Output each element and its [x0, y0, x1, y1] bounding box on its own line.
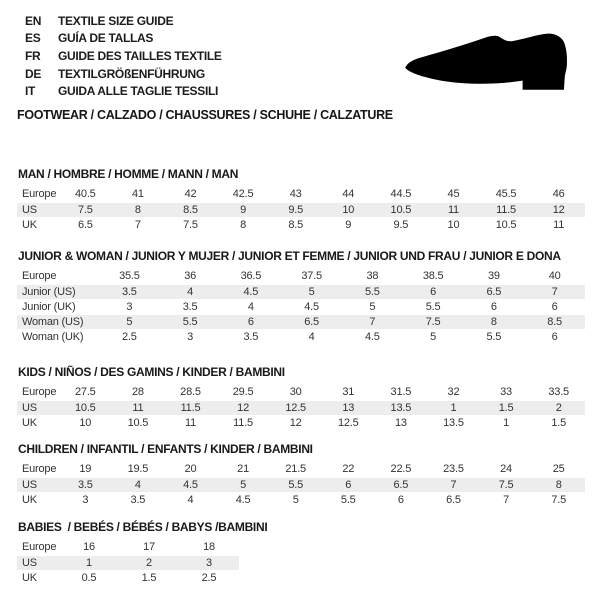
size-value-cell: 31.5: [375, 385, 428, 400]
size-value-cell: 30: [269, 385, 322, 400]
size-value-cell: 8.5: [269, 217, 322, 232]
size-value-cell: 11.5: [217, 415, 270, 430]
table-row-junior-europe: [17, 269, 585, 284]
size-value-cell: 4: [160, 284, 221, 299]
size-value-cell: 24: [480, 462, 533, 477]
size-value-cell: 2: [532, 400, 585, 415]
size-value-cell: 1.5: [480, 400, 533, 415]
table-row-junior-junior-us: [17, 284, 585, 299]
section-title-children: CHILDREN / INFANTIL / ENFANTS / KINDER / BAMBINI: [18, 442, 313, 456]
size-value-cell: 33: [480, 385, 533, 400]
size-value-cell: 6: [221, 314, 282, 329]
size-value-cell: 3.5: [112, 492, 165, 507]
table-row-junior-junior-uk: [17, 299, 585, 314]
size-value-cell: 4.5: [342, 329, 403, 344]
size-value-cell: 5.5: [464, 329, 525, 344]
size-value-cell: 5: [217, 477, 270, 492]
language-row-it: [25, 82, 222, 100]
size-section-kids: [17, 365, 585, 431]
size-value-cell: 5: [342, 299, 403, 314]
size-value-cell: 6.5: [281, 314, 342, 329]
size-value-cell: 8: [217, 217, 270, 232]
size-value-cell: 23.5: [427, 462, 480, 477]
size-value-cell: 41: [112, 187, 165, 202]
size-value-cell: 20: [164, 462, 217, 477]
size-value-cell: 8.5: [524, 314, 585, 329]
size-value-cell: 8.5: [164, 202, 217, 217]
language-label: TEXTILE SIZE GUIDE: [58, 13, 174, 28]
size-value-cell: 9.5: [269, 202, 322, 217]
language-label: GUÍA DE TALLAS: [58, 31, 154, 46]
table-row-children-uk: [17, 492, 585, 507]
row-label: UK: [17, 415, 59, 430]
size-value-cell: 29.5: [217, 385, 270, 400]
size-value-cell: 37.5: [281, 269, 342, 284]
size-value-cell: 22.5: [375, 462, 428, 477]
size-value-cell: 10.5: [59, 400, 112, 415]
row-label: UK: [17, 570, 59, 585]
size-value-cell: 4.5: [164, 477, 217, 492]
size-value-cell: 39: [464, 269, 525, 284]
size-value-cell: 43: [269, 187, 322, 202]
size-value-cell: 8: [464, 314, 525, 329]
size-value-cell: 16: [59, 540, 119, 555]
size-value-cell: 19: [59, 462, 112, 477]
dress-shoe-silhouette-svg: [392, 20, 589, 98]
table-row-junior-woman-us: [17, 314, 585, 329]
size-value-cell: 10: [427, 217, 480, 232]
section-title-kids: KIDS / NIÑOS / DES GAMINS / KINDER / BAMBINI: [18, 365, 285, 379]
size-value-cell: 28: [112, 385, 165, 400]
row-label: Woman (UK): [17, 329, 99, 344]
size-value-cell: 1: [59, 555, 119, 570]
size-value-cell: 7: [427, 477, 480, 492]
row-label: US: [17, 477, 59, 492]
size-value-cell: 6: [524, 299, 585, 314]
size-value-cell: 44.5: [375, 187, 428, 202]
size-value-cell: 6.5: [464, 284, 525, 299]
size-value-cell: 4.5: [217, 492, 270, 507]
size-value-cell: 21: [217, 462, 270, 477]
size-table-babies: [17, 540, 239, 586]
size-value-cell: 3.5: [99, 284, 160, 299]
size-value-cell: 0.5: [59, 570, 119, 585]
section-title-junior: JUNIOR & WOMAN / JUNIOR Y MUJER / JUNIOR ET FEMME / JUNIOR UND FRAU / JUNIOR E DONA: [18, 249, 561, 263]
size-value-cell: 4.5: [221, 284, 282, 299]
size-value-cell: 4: [221, 299, 282, 314]
language-code: ES: [25, 31, 41, 46]
size-value-cell: 3.5: [221, 329, 282, 344]
table-row-kids-europe: [17, 385, 585, 400]
size-value-cell: 32: [427, 385, 480, 400]
size-value-cell: 7.5: [403, 314, 464, 329]
size-value-cell: 12.5: [322, 415, 375, 430]
size-value-cell: 8: [112, 202, 165, 217]
size-value-cell: 6: [524, 329, 585, 344]
size-value-cell: 9: [322, 217, 375, 232]
size-value-cell: 45.5: [480, 187, 533, 202]
size-value-cell: 6: [322, 477, 375, 492]
size-value-cell: 12: [269, 415, 322, 430]
size-value-cell: 4: [112, 477, 165, 492]
size-value-cell: 6: [403, 284, 464, 299]
size-value-cell: 7.5: [480, 477, 533, 492]
table-row-babies-us: [17, 555, 239, 570]
size-table-man: [17, 187, 585, 233]
size-value-cell: 11: [112, 400, 165, 415]
size-value-cell: 11.5: [480, 202, 533, 217]
size-value-cell: 9.5: [375, 217, 428, 232]
size-value-cell: 10.5: [112, 415, 165, 430]
table-row-babies-europe: [17, 540, 239, 555]
size-value-cell: 28.5: [164, 385, 217, 400]
language-row-es: [25, 30, 222, 48]
language-code: FR: [25, 48, 41, 63]
table-row-man-uk: [17, 217, 585, 232]
size-value-cell: 4: [164, 492, 217, 507]
size-value-cell: 25: [532, 462, 585, 477]
size-value-cell: 10: [59, 415, 112, 430]
size-value-cell: 3: [160, 329, 221, 344]
size-value-cell: 1.5: [119, 570, 179, 585]
row-label: US: [17, 202, 59, 217]
table-row-children-us: [17, 477, 585, 492]
size-value-cell: 5: [99, 314, 160, 329]
size-value-cell: 10.5: [375, 202, 428, 217]
size-value-cell: 7: [112, 217, 165, 232]
section-title-man: MAN / HOMBRE / HOMME / MANN / MAN: [18, 167, 239, 181]
language-row-fr: [25, 47, 222, 65]
size-value-cell: 42.5: [217, 187, 270, 202]
size-value-cell: 31: [322, 385, 375, 400]
size-value-cell: 9: [217, 202, 270, 217]
size-value-cell: 6.5: [59, 217, 112, 232]
size-value-cell: 46: [532, 187, 585, 202]
size-value-cell: 11: [532, 217, 585, 232]
size-value-cell: 19.5: [112, 462, 165, 477]
size-value-cell: 7.5: [532, 492, 585, 507]
section-title-babies: BABIES / BEBÉS / BÉBÉS / BABYS /BAMBINI: [18, 520, 268, 534]
size-value-cell: 33.5: [532, 385, 585, 400]
size-value-cell: 12.5: [269, 400, 322, 415]
size-value-cell: 12: [217, 400, 270, 415]
language-list: [25, 12, 222, 100]
size-value-cell: 38.5: [403, 269, 464, 284]
size-section-junior: [17, 249, 585, 345]
size-value-cell: 4.5: [281, 299, 342, 314]
size-value-cell: 7: [524, 284, 585, 299]
size-value-cell: 17: [119, 540, 179, 555]
row-label: UK: [17, 217, 59, 232]
row-label: Europe: [17, 187, 59, 202]
row-label: US: [17, 400, 59, 415]
size-value-cell: 18: [179, 540, 239, 555]
size-value-cell: 5.5: [269, 477, 322, 492]
size-value-cell: 4: [281, 329, 342, 344]
size-value-cell: 5: [269, 492, 322, 507]
size-table-kids: [17, 385, 585, 431]
size-value-cell: 7.5: [164, 217, 217, 232]
size-section-man: [17, 167, 585, 233]
row-label: Europe: [17, 385, 59, 400]
size-value-cell: 5: [403, 329, 464, 344]
size-table-junior: [17, 269, 585, 345]
table-row-children-europe: [17, 462, 585, 477]
table-row-man-europe: [17, 187, 585, 202]
row-label: Europe: [17, 540, 59, 555]
size-value-cell: 35.5: [99, 269, 160, 284]
row-label: US: [17, 555, 59, 570]
size-value-cell: 6: [375, 492, 428, 507]
table-row-kids-us: [17, 400, 585, 415]
size-value-cell: 3: [179, 555, 239, 570]
size-value-cell: 45: [427, 187, 480, 202]
language-label: GUIDE DES TAILLES TEXTILE: [58, 48, 222, 63]
row-label: Junior (UK): [17, 299, 99, 314]
size-value-cell: 2.5: [99, 329, 160, 344]
size-value-cell: 12: [532, 202, 585, 217]
size-section-babies: [17, 520, 585, 586]
table-row-man-us: [17, 202, 585, 217]
size-value-cell: 6.5: [427, 492, 480, 507]
size-value-cell: 11.5: [164, 400, 217, 415]
language-row-en: [25, 12, 222, 30]
size-value-cell: 13.5: [427, 415, 480, 430]
language-code: IT: [25, 84, 36, 99]
size-value-cell: 36: [160, 269, 221, 284]
language-code: EN: [25, 13, 42, 28]
table-row-babies-uk: [17, 570, 239, 585]
table-row-junior-woman-uk: [17, 329, 585, 344]
size-value-cell: 8: [532, 477, 585, 492]
language-label: GUIDA ALLE TAGLIE TESSILI: [58, 84, 219, 99]
size-value-cell: 5.5: [403, 299, 464, 314]
size-value-cell: 3.5: [160, 299, 221, 314]
size-value-cell: 13: [322, 400, 375, 415]
size-value-cell: 13: [375, 415, 428, 430]
size-table-children: [17, 462, 585, 508]
row-label: Europe: [17, 462, 59, 477]
size-value-cell: 5.5: [342, 284, 403, 299]
language-row-de: [25, 65, 222, 83]
language-label: TEXTILGRÖßENFÜHRUNG: [58, 66, 205, 81]
size-value-cell: 40.5: [59, 187, 112, 202]
size-value-cell: 3: [59, 492, 112, 507]
size-value-cell: 7: [342, 314, 403, 329]
size-value-cell: 1: [480, 415, 533, 430]
shoe-icon: [392, 20, 589, 98]
row-label: Europe: [17, 269, 99, 284]
language-code: DE: [25, 66, 42, 81]
size-value-cell: 21.5: [269, 462, 322, 477]
size-value-cell: 5.5: [322, 492, 375, 507]
size-value-cell: 5: [281, 284, 342, 299]
size-value-cell: 1.5: [532, 415, 585, 430]
row-label: Junior (US): [17, 284, 99, 299]
size-value-cell: 7.5: [59, 202, 112, 217]
size-value-cell: 27.5: [59, 385, 112, 400]
size-value-cell: 13.5: [375, 400, 428, 415]
size-value-cell: 44: [322, 187, 375, 202]
size-value-cell: 5.5: [160, 314, 221, 329]
size-value-cell: 11: [427, 202, 480, 217]
size-value-cell: 36.5: [221, 269, 282, 284]
table-row-kids-uk: [17, 415, 585, 430]
size-value-cell: 3: [99, 299, 160, 314]
size-value-cell: 1: [427, 400, 480, 415]
size-value-cell: 10.5: [480, 217, 533, 232]
size-value-cell: 22: [322, 462, 375, 477]
category-title: FOOTWEAR / CALZADO / CHAUSSURES / SCHUHE / CALZATURE: [17, 108, 393, 122]
row-label: UK: [17, 492, 59, 507]
size-value-cell: 6.5: [375, 477, 428, 492]
size-value-cell: 38: [342, 269, 403, 284]
size-value-cell: 7: [480, 492, 533, 507]
size-value-cell: 6: [464, 299, 525, 314]
size-value-cell: 11: [164, 415, 217, 430]
size-value-cell: 2: [119, 555, 179, 570]
row-label: Woman (US): [17, 314, 99, 329]
size-value-cell: 3.5: [59, 477, 112, 492]
size-value-cell: 10: [322, 202, 375, 217]
size-section-children: [17, 442, 585, 508]
size-value-cell: 42: [164, 187, 217, 202]
size-value-cell: 2.5: [179, 570, 239, 585]
size-value-cell: 40: [524, 269, 585, 284]
